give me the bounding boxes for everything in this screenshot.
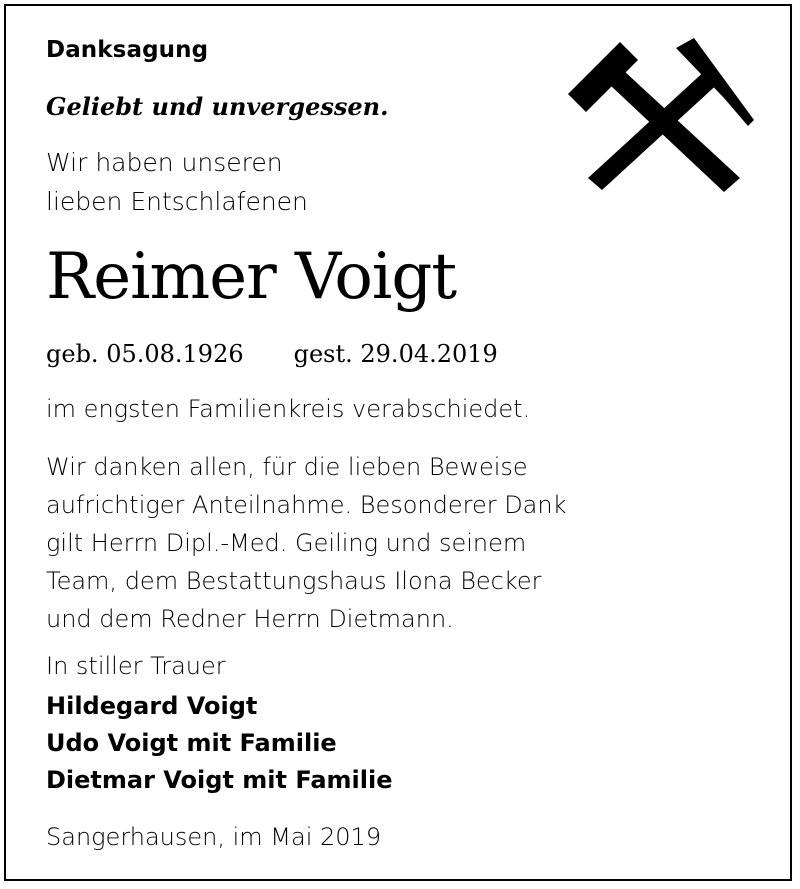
thanks-line: aufrichtiger Anteilnahme. Besonderer Dank (46, 491, 567, 519)
notice-heading: Danksagung (46, 37, 209, 63)
deceased-name: Reimer Voigt (46, 240, 457, 314)
mourner-name: Dietmar Voigt mit Familie (46, 766, 393, 794)
farewell-text: im engsten Familienkreis verabschiedet. (46, 395, 531, 423)
mourner-name: Udo Voigt mit Familie (46, 729, 337, 757)
death-date: gest. 29.04.2019 (293, 340, 498, 368)
crossed-hammers-icon (566, 38, 754, 198)
mourning-intro: In stiller Trauer (46, 652, 226, 680)
thanks-line: und dem Redner Herrn Dietmann. (46, 605, 454, 633)
mourner-name: Hildegard Voigt (46, 692, 258, 720)
intro-line: lieben Entschlafenen (46, 187, 308, 216)
thanks-line: Team, dem Bestattungshaus Ilona Becker (46, 567, 542, 595)
thanks-paragraph (46, 448, 567, 638)
intro-line: Wir haben unseren (46, 148, 283, 177)
place-date: Sangerhausen, im Mai 2019 (46, 823, 382, 851)
thanks-line: gilt Herrn Dipl.-Med. Geiling und seinem (46, 529, 527, 557)
intro-text (46, 143, 308, 221)
life-dates (46, 340, 498, 368)
motto-text: Geliebt und unvergessen. (46, 92, 389, 121)
birth-date: geb. 05.08.1926 (46, 340, 244, 368)
mourners-list (46, 688, 393, 799)
thanks-line: Wir danken allen, für die lieben Beweise (46, 453, 528, 481)
